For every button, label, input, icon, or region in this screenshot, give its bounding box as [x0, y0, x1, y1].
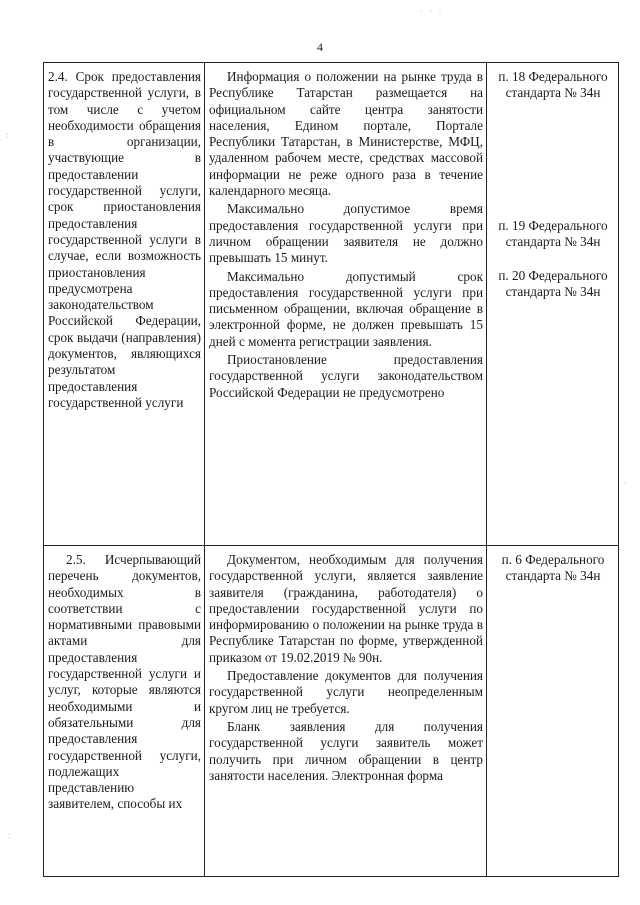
- row-label-cell: [44, 63, 205, 546]
- content-paragraph: Информация о положении на рынке труда в Республике Татарстан размещается на официальном сайте центра занятости населения, Едином портале, Портале Республики Татарстан, в Министерстве, МФЦ, удаленном рабочем месте, средствах массовой информации не реже одного раза в течение календарного месяца.: [209, 69, 483, 199]
- content-paragraph: Документом, необходимым для получения государственной услуги, является заявление заявителя (гражданина, работодателя) о предоставлении государственной услуги по информированию о положении на рынке труда в Республике Татарстан по форме, утвержденной приказом от 19.02.2019 № 90н.: [209, 552, 483, 665]
- row-label: 2.4. Срок предоставления государственной услуги, в том числе с учетом необходимости обращения в организации, участвующие в предоставлении государственной услуги, срок приостановления предоставления государственной услуги в случае, если возможность приостановления предусмотрена законодательством Российской Федерации, срок выдачи (направления) документов, являющихся результатом предоставления государственной услуги: [48, 69, 201, 410]
- row-reference-cell: [487, 63, 619, 546]
- standard-reference: п. 20 Федерального стандарта № 34н: [498, 268, 608, 300]
- standard-reference: п. 19 Федерального стандарта № 34н: [498, 217, 608, 249]
- standard-reference: п. 6 Федерального стандарта № 34н: [501, 552, 605, 584]
- page-number: 4: [317, 40, 323, 54]
- row-label: 2.5. Исчерпывающий перечень документов, необходимых в соответствии с нормативными правовыми актами для предоставления государственной услуги и услуг, которые являются необходимыми и обязательными для предоставления государственной услуги, подлежащих представлению заявителем, способы их: [48, 552, 201, 812]
- content-paragraph: Максимально допустимое время предоставления государственной услуги при личном обращении заявителя не должно превышать 15 минут.: [209, 201, 483, 266]
- content-paragraph: Максимально допустимый срок предоставления государственной услуги при письменном обращении, включая обращение в электронной форме, не должен превышать 15 дней с момента регистрации заявления.: [209, 268, 483, 349]
- scan-noise: · · ·: [420, 6, 444, 16]
- scan-noise: ·: [624, 478, 629, 488]
- standard-reference: п. 18 Федерального стандарта № 34н: [498, 69, 608, 101]
- row-label-cell: [44, 546, 205, 877]
- scan-noise: :: [8, 830, 13, 840]
- table-row: [44, 63, 619, 546]
- content-paragraph: Приостановление предоставления государственной услуги законодательством Российской Федерации не предусмотрено: [209, 352, 483, 400]
- row-content-cell: [205, 63, 487, 546]
- content-paragraph: Бланк заявления для получения государственной услуги заявитель может получить при личном обращении в центр занятости населения. Электронная форма: [209, 718, 483, 783]
- table-row: [44, 546, 619, 877]
- content-paragraph: Предоставление документов для получения государственной услуги неопределенным кругом лиц не требуется.: [209, 668, 483, 716]
- scan-noise: :: [6, 130, 11, 140]
- row-content-cell: [205, 546, 487, 877]
- regulation-table: [43, 62, 619, 877]
- row-reference-cell: [487, 546, 619, 877]
